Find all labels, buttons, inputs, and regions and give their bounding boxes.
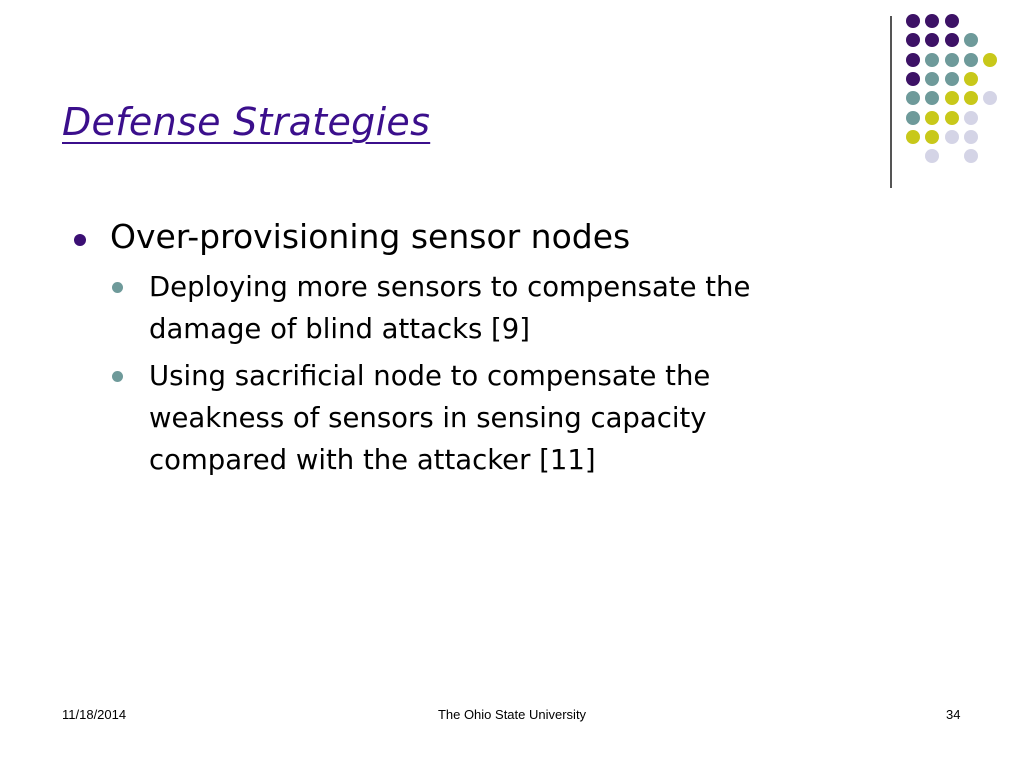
decorative-dot xyxy=(925,149,939,163)
decorative-dot xyxy=(906,53,920,67)
sub-bullet-dot-icon xyxy=(112,371,123,382)
decorative-dot xyxy=(945,14,959,28)
bullet-content xyxy=(72,214,872,486)
decorative-dot xyxy=(945,130,959,144)
footer-date: 11/18/2014 xyxy=(62,707,127,722)
decorative-dot xyxy=(945,72,959,86)
decorative-dot xyxy=(964,33,978,47)
decorative-dot xyxy=(906,130,920,144)
decorative-dot xyxy=(925,111,939,125)
decorative-dot xyxy=(906,33,920,47)
bullet-item xyxy=(72,214,872,260)
sub-bullet-text-line: weakness of sensors in sensing capacity xyxy=(149,402,707,434)
decorative-dot xyxy=(964,72,978,86)
decorative-dot xyxy=(925,91,939,105)
decorative-dot xyxy=(925,14,939,28)
decorative-dot xyxy=(964,91,978,105)
sub-bullet-text-line: Deploying more sensors to compensate the xyxy=(149,271,751,303)
decorative-dot xyxy=(906,111,920,125)
decorative-dot xyxy=(906,72,920,86)
sub-bullet-item xyxy=(72,266,872,350)
decorative-dot xyxy=(906,14,920,28)
decorative-dot xyxy=(983,91,997,105)
decorative-dot xyxy=(945,111,959,125)
sub-bullet-text-line: compared with the attacker [11] xyxy=(149,444,596,476)
sub-bullet-text-line: damage of blind attacks [9] xyxy=(149,313,531,345)
slide-title: Defense Strategies xyxy=(62,100,431,144)
decorative-dot xyxy=(945,33,959,47)
decorative-dot xyxy=(925,33,939,47)
sub-bullet-item xyxy=(72,355,872,481)
sub-bullet-dot-icon xyxy=(112,282,123,293)
title-divider-line xyxy=(890,16,892,188)
bullet-dot-icon xyxy=(74,234,86,246)
decorative-dot xyxy=(964,53,978,67)
decorative-dot xyxy=(964,149,978,163)
decorative-dot xyxy=(945,53,959,67)
decorative-dot xyxy=(925,130,939,144)
footer-organization: The Ohio State University xyxy=(437,707,587,722)
decorative-dot xyxy=(945,91,959,105)
decorative-dot-grid xyxy=(906,14,1006,164)
sub-bullet-text-line: Using sacrificial node to compensate the xyxy=(149,360,711,392)
footer-page-number: 34 xyxy=(946,707,961,722)
bullet-text: Over-provisioning sensor nodes xyxy=(110,217,631,256)
decorative-dot xyxy=(925,53,939,67)
decorative-dot xyxy=(906,91,920,105)
decorative-dot xyxy=(964,111,978,125)
decorative-dot xyxy=(964,130,978,144)
decorative-dot xyxy=(925,72,939,86)
decorative-dot xyxy=(983,53,997,67)
sub-bullet-list xyxy=(72,266,872,481)
